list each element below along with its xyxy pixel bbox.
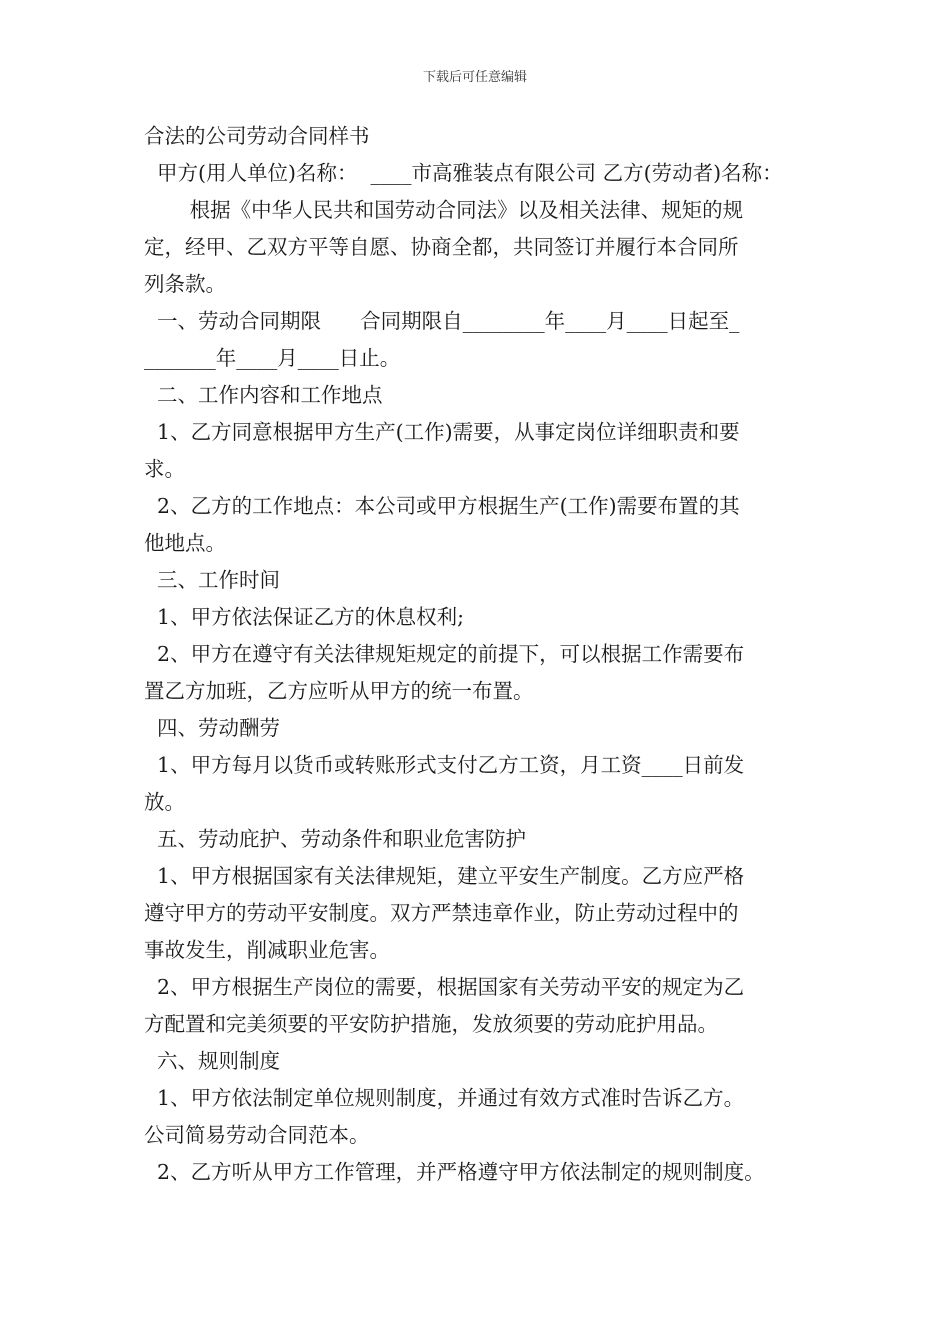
section-1-line-2: _______年____月____日止。 (144, 346, 401, 370)
section-4-item-1-line-2: 放。 (144, 790, 185, 814)
section-2-item-2-line-2: 他地点。 (144, 531, 226, 555)
section-2-heading: 二、工作内容和工作地点 (144, 383, 383, 407)
section-5-item-2-line-2: 方配置和完美须要的平安防护措施，发放须要的劳动庇护用品。 (144, 1012, 718, 1036)
section-4-item-1-line-1: 1、甲方每月以货币或转账形式支付乙方工资，月工资____日前发 (144, 753, 745, 777)
section-4-heading: 四、劳动酬劳 (144, 716, 281, 740)
document-title: 合法的公司劳动合同样书 (144, 124, 370, 148)
section-3-item-2-line-2: 置乙方加班，乙方应听从甲方的统一布置。 (144, 679, 534, 703)
section-6-item-1-line-1: 1、甲方依法制定单位规则制度，并通过有效方式准时告诉乙方。 (144, 1086, 745, 1110)
section-5-item-2-line-1: 2、甲方根据生产岗位的需要，根据国家有关劳动平安的规定为乙 (144, 975, 745, 999)
preamble-line-2: 定，经甲、乙双方平等自愿、协商全都，共同签订并履行本合同所 (144, 235, 739, 259)
section-1-line-1: 一、劳动合同期限 合同期限自________年____月____日起至_ (144, 309, 740, 333)
section-6-item-1-line-2: 公司简易劳动合同范本。 (144, 1123, 370, 1147)
party-names-line: 甲方(用人单位)名称： ____市高雅装点有限公司 乙方(劳动者)名称： (144, 161, 783, 185)
section-5-heading: 五、劳动庇护、劳动条件和职业危害防护 (144, 827, 527, 851)
preamble-line-1: 根据《中华人民共和国劳动合同法》以及相关法律、规矩的规 (144, 198, 744, 222)
section-3-heading: 三、工作时间 (144, 568, 281, 592)
document-body (144, 118, 834, 1191)
preamble-line-3: 列条款。 (144, 272, 226, 296)
section-5-item-1-line-1: 1、甲方根据国家有关法律规矩，建立平安生产制度。乙方应严格 (144, 864, 745, 888)
section-3-item-1: 1、甲方依法保证乙方的休息权利; (144, 605, 464, 629)
section-2-item-1-line-2: 求。 (144, 457, 185, 481)
section-6-item-2: 2、乙方听从甲方工作管理，并严格遵守甲方依法制定的规则制度。 (144, 1160, 765, 1184)
section-2-item-1-line-1: 1、乙方同意根据甲方生产(工作)需要，从事定岗位详细职责和要 (144, 420, 740, 444)
header-note: 下载后可任意编辑 (422, 70, 527, 85)
section-6-heading: 六、规则制度 (144, 1049, 281, 1073)
section-3-item-2-line-1: 2、甲方在遵守有关法律规矩规定的前提下，可以根据工作需要布 (144, 642, 745, 666)
section-5-item-1-line-2: 遵守甲方的劳动平安制度。双方严禁违章作业，防止劳动过程中的 (144, 901, 739, 925)
section-5-item-1-line-3: 事故发生，削减职业危害。 (144, 938, 390, 962)
section-2-item-2-line-1: 2、乙方的工作地点：本公司或甲方根据生产(工作)需要布置的其 (144, 494, 740, 518)
